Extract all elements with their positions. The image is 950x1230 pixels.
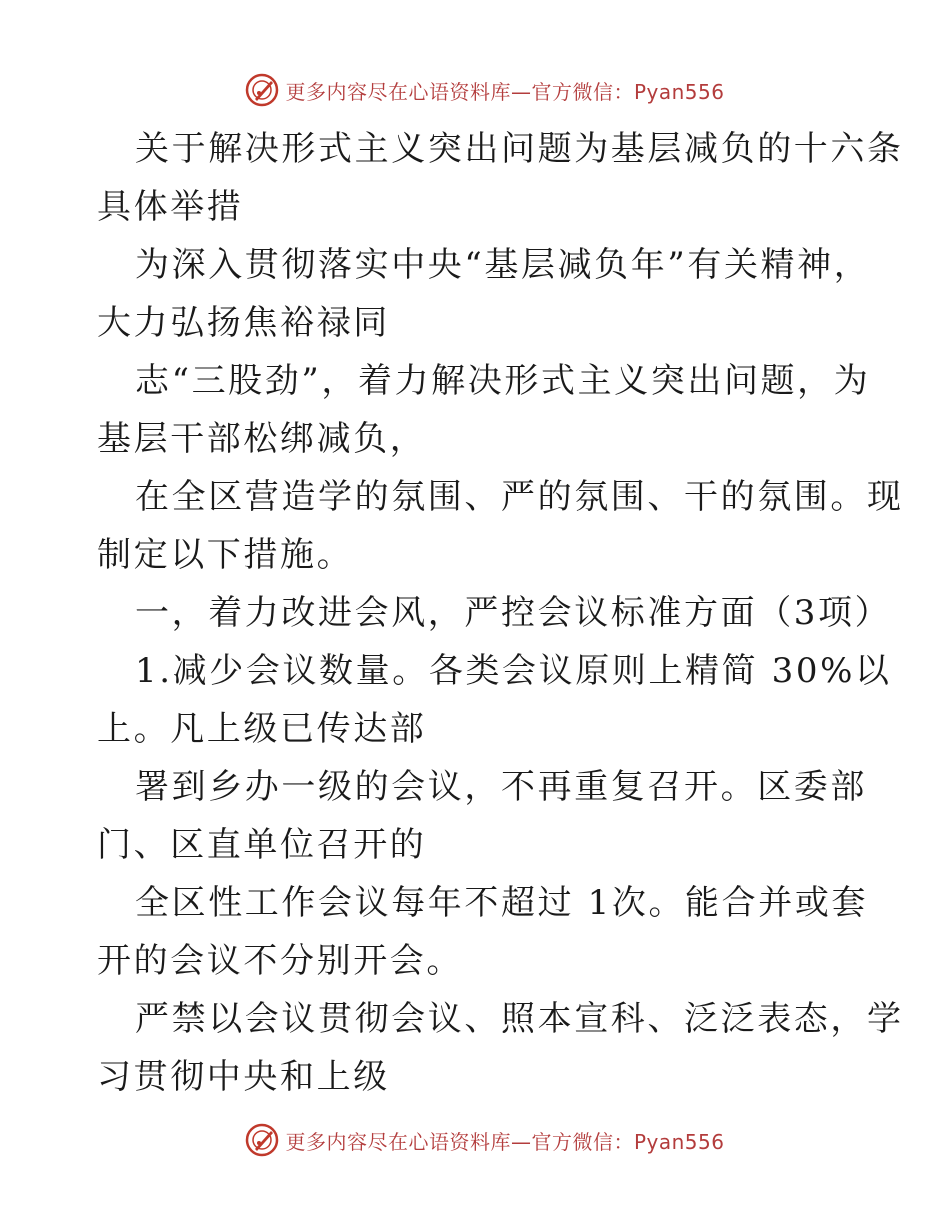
paragraph-line: 开的会议不分别开会。 [97, 941, 463, 981]
paragraph-line: 志“三股劲”，着力解决形式主义突出问题，为 [135, 361, 871, 401]
paragraph-line: 门、区直单位召开的 [97, 825, 427, 865]
paragraph-line: 具体举措 [97, 187, 244, 227]
banner-wechat-text: 官方微信：Pyan556 [531, 79, 725, 104]
paragraph-line: 大力弘扬焦裕禄同 [97, 303, 390, 343]
paragraph-line: 基层干部松绑减负， [97, 419, 427, 459]
banner-wechat-text: 官方微信：Pyan556 [531, 1129, 725, 1154]
paragraph-line: 在全区营造学的氛围、严的氛围、干的氛围。现 [135, 477, 904, 517]
footer-banner [0, 1120, 950, 1160]
paragraph-line: 上。凡上级已传达部 [97, 709, 427, 749]
paragraph-line: 1.减少会议数量。各类会议原则上精简 30%以 [135, 651, 892, 691]
paragraph-line: 署到乡办一级的会议，不再重复召开。区委部 [135, 767, 867, 807]
banner-site-text: 更多内容尽在心语资料库 [285, 1129, 511, 1154]
banner-site-text: 更多内容尽在心语资料库 [285, 79, 511, 104]
header-banner-content [245, 73, 724, 107]
banner-text [285, 76, 724, 105]
footer-banner-content [245, 1123, 724, 1157]
paragraph-line: 为深入贯彻落实中央“基层减负年”有关精神， [135, 245, 871, 285]
paragraph-line: 全区性工作会议每年不超过 1次。能合并或套 [135, 883, 869, 923]
banner-text [285, 1126, 724, 1155]
banner-dash: — [510, 79, 532, 104]
banner-dash: — [510, 1129, 532, 1154]
paragraph-line: 关于解决形式主义突出问题为基层减负的十六条 [135, 129, 904, 169]
paragraph-line: 严禁以会议贯彻会议、照本宣科、泛泛表态，学 [135, 999, 904, 1039]
paragraph-line: 制定以下措施。 [97, 535, 354, 575]
paragraph-line: 习贯彻中央和上级 [97, 1057, 390, 1097]
logo-icon [245, 1123, 279, 1157]
logo-icon [245, 73, 279, 107]
document-body [97, 120, 904, 1106]
section-heading-line: 一，着力改进会风，严控会议标准方面（3项） [135, 593, 892, 633]
header-banner [0, 70, 950, 110]
